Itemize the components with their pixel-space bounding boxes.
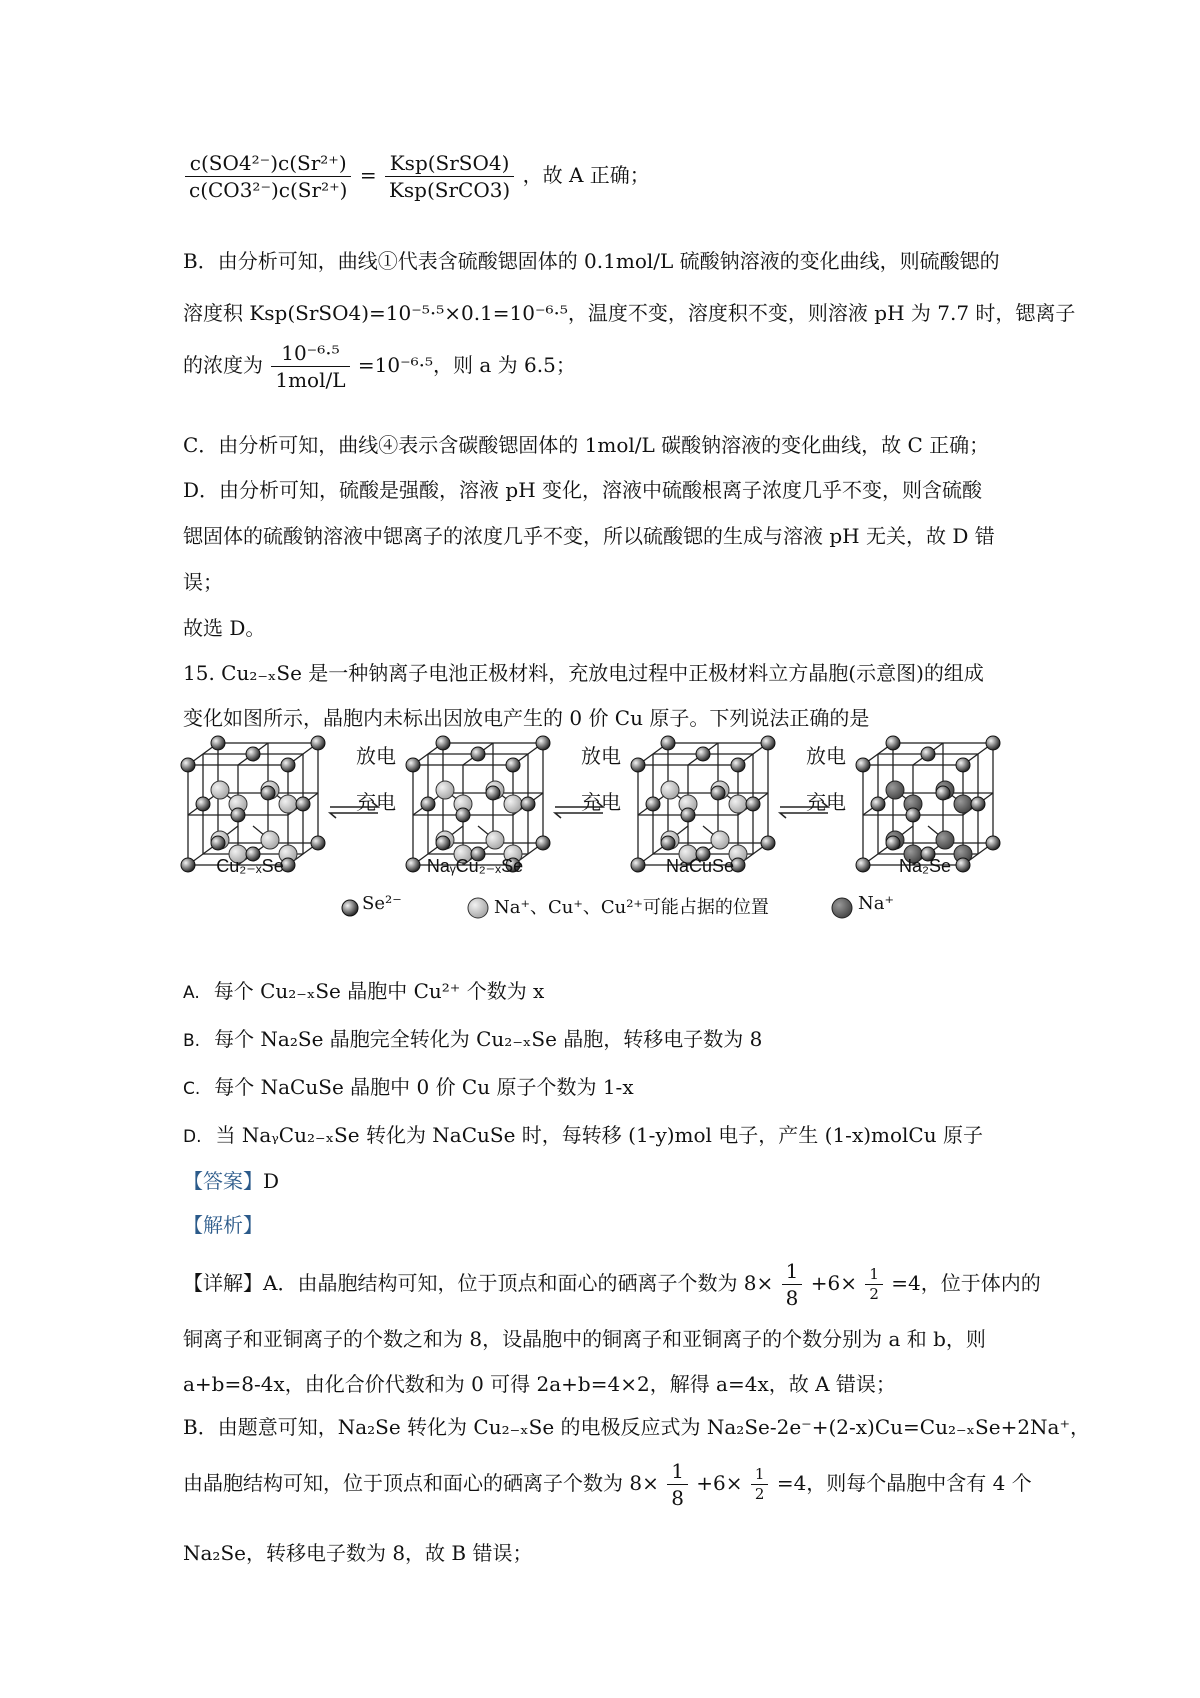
answer-value: D [263,1169,280,1193]
fraction-denominator: 8 [785,1286,799,1310]
fraction-denominator: Ksp(SrCO3) [388,178,511,202]
option-label: A. [183,983,200,1003]
text-fragment: 由晶胞结构可知，位于顶点和面心的硒离子个数为 8× [183,1471,659,1495]
option-text: 每个 NaCuSe 晶胞中 0 价 Cu 原子个数为 1-x [214,1075,634,1099]
text-line [183,1458,1032,1511]
cell-nacuse [631,736,775,872]
fraction-denominator: 2 [754,1485,765,1503]
question-stem: 变化如图所示，晶胞内未标出因放电产生的 0 价 Cu 原子。下列说法正确的是 [183,706,870,730]
ksp-fraction [385,150,514,203]
fraction-numerator: 1 [782,1258,803,1285]
legend-na-icon [830,896,854,920]
equals-sign: = [359,163,377,187]
cell-na2se [856,736,1000,872]
legend-na-label: Na⁺ [858,893,894,914]
option-d [183,1122,983,1148]
text-line: B．由题意可知，Na₂Se 转化为 Cu₂₋ₓSe 的电极反应式为 Na₂Se-2e⁻+(2-x)Cu=Cu₂₋ₓSe+2Na⁺， [183,1415,1091,1439]
text-line: D．由分析可知，硫酸是强酸，溶液 pH 变化，溶液中硫酸根离子浓度几乎不变，则含硫酸 [183,478,982,502]
option-label: D. [183,1127,202,1147]
legend-se-icon [340,898,360,918]
fraction-numerator: 1 [751,1465,769,1486]
cell-naycu2xse [406,736,550,872]
question-stem: 15. Cu₂₋ₓSe 是一种钠离子电池正极材料，充放电过程中正极材料立方晶胞(示意图)的组成 [183,661,984,685]
charge-label: 充电 [356,790,396,814]
cell-caption: NaCuSe [665,856,735,876]
ksp-ratio-line [183,150,650,203]
text-fragment: A．由晶胞结构可知，位于顶点和面心的硒离子个数为 8× [263,1271,774,1295]
option-text: 每个 Cu₂₋ₓSe 晶胞中 Cu²⁺ 个数为 x [213,979,545,1003]
option-b [183,1026,762,1052]
option-text: 每个 Na₂Se 晶胞完全转化为 Cu₂₋ₓSe 晶胞，转移电子数为 8 [214,1027,763,1051]
cell-caption: NaᵧCu₂₋ₓSe [426,856,524,876]
fraction-one-half [751,1465,769,1505]
fraction-numerator: 10⁻⁶·⁵ [271,340,349,367]
text-line: C．由分析可知，曲线④表示含碳酸锶固体的 1mol/L 碳酸钠溶液的变化曲线，故 C 正确； [183,433,990,457]
line-tail: ，故 A 正确； [522,163,650,187]
discharge-label: 放电 [356,744,396,768]
fraction-numerator: Ksp(SrSO4) [385,150,514,177]
cell-cu2xse [181,736,325,872]
option-label: C. [183,1079,201,1099]
option-c [183,1074,634,1100]
fraction-denominator: 1mol/L [275,368,346,392]
fraction-numerator: c(SO4²⁻)c(Sr²⁺) [185,150,351,177]
discharge-label: 放电 [581,744,621,768]
legend-se-label: Se²⁻ [362,893,402,914]
legend-mixed-icon [466,896,490,920]
text-line: a+b=8-4x，由化合价代数和为 0 可得 2a+b=4×2，解得 a=4x，故 A 错误； [183,1372,896,1396]
option-label: B. [183,1031,201,1051]
detail-line [183,1258,1041,1311]
fraction-one-eighth [782,1258,803,1311]
text-fragment: =4，则每个晶胞中含有 4 个 [776,1471,1032,1495]
fraction-denominator: 2 [869,1285,879,1303]
text-fragment: +6× [696,1471,743,1495]
text-line: 故选 D。 [183,616,266,640]
fraction-numerator: 1 [865,1265,883,1286]
cell-caption: Cu₂₋ₓSe [216,856,284,876]
text-line: Na₂Se，转移电子数为 8，故 B 错误； [183,1541,533,1565]
text-line: 溶度积 Ksp(SrSO4)=10⁻⁵·⁵×0.1=10⁻⁶·⁵，温度不变，溶度积不变，则溶液 pH 为 7.7 时，锶离子 [183,301,1076,325]
answer-tag: 【答案】 [183,1169,263,1193]
concentration-fraction [185,150,351,203]
detail-tag: 【详解】 [183,1271,263,1295]
analysis-tag: 【解析】 [183,1213,263,1237]
text-fragment: =10⁻⁶·⁵，则 a 为 6.5； [357,353,576,377]
text-fragment: +6× [810,1271,857,1295]
concentration-fraction [271,340,349,393]
option-a [183,978,544,1004]
fraction-numerator: 1 [667,1458,688,1485]
charge-label: 充电 [806,790,846,814]
discharge-label: 放电 [806,744,846,768]
text-line [183,340,576,393]
cell-caption: Na₂Se [898,856,951,876]
text-line: 铜离子和亚铜离子的个数之和为 8，设晶胞中的铜离子和亚铜离子的个数分别为 a 和 b，则 [183,1327,986,1351]
fraction-one-half [865,1265,883,1305]
answer-line [183,1168,279,1194]
fraction-denominator: c(CO3²⁻)c(Sr²⁺) [189,178,348,202]
text-fragment: =4，位于体内的 [891,1271,1041,1295]
fraction-one-eighth [667,1458,688,1511]
text-line: 锶固体的硫酸钠溶液中锶离子的浓度几乎不变，所以硫酸锶的生成与溶液 pH 无关，故 D 错 [183,524,995,548]
text-line: 误； [183,570,223,594]
option-text: 当 NaᵧCu₂₋ₓSe 转化为 NaCuSe 时，每转移 (1-y)mol 电子，产生 (1-x)molCu 原子 [215,1123,983,1147]
legend-mixed-label: Na⁺、Cu⁺、Cu²⁺可能占据的位置 [494,897,769,918]
text-fragment: 的浓度为 [183,353,263,377]
fraction-denominator: 8 [671,1486,684,1510]
charge-label: 充电 [581,790,621,814]
text-line: B．由分析可知，曲线①代表含硫酸锶固体的 0.1mol/L 硫酸钠溶液的变化曲线，则硫酸锶的 [183,249,1000,273]
